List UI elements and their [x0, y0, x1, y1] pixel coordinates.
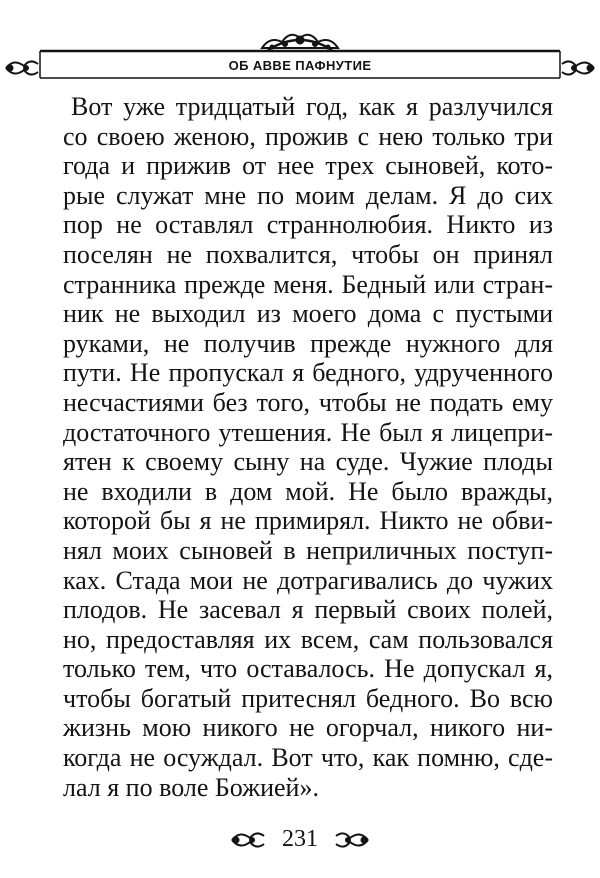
text-line: не входили в дом мой. Не было вражды,: [63, 476, 553, 506]
text-line: Вот уже тридцатый год, как я разлучился: [71, 92, 553, 121]
text-line: ник не выходил из моего дома с пустыми: [63, 299, 553, 329]
body-text: [63, 92, 553, 802]
text-line: рые служат мне по моим делам. Я до сих: [63, 180, 553, 210]
running-title: ОБ АВВЕ ПАФНУТИЕ: [228, 58, 372, 73]
text-line: со своею женою, прожив с нею только три: [63, 121, 553, 151]
text-line: ках. Стада мои не дотрагивались до чужих: [63, 565, 553, 595]
text-line: ятен к своему сыну на суде. Чужие плоды: [63, 447, 553, 477]
text-line: несчастиями без того, чтобы не подать ему: [63, 387, 553, 417]
text-line: чтобы богатый притеснял бедного. Во всю: [63, 683, 553, 713]
text-line: которой бы я не примирял. Никто не обви-: [63, 506, 553, 536]
text-line: только тем, что оставалось. Не допускал я,: [63, 654, 553, 684]
top-center-ornament: [262, 35, 338, 50]
text-line: руками, не получив прежде нужного для: [63, 328, 553, 358]
text-line: но, предоставляя их всем, сам пользовался: [63, 624, 553, 654]
text-line: нял моих сыновей в неприличных поступ-: [63, 535, 553, 565]
text-line: поселян не похвалится, чтобы он принял: [63, 239, 553, 269]
text-line: пор не оставлял страннолюбия. Никто из: [63, 210, 553, 240]
text-line: пути. Не пропускал я бедного, удрученного: [63, 358, 553, 388]
page-number: 231: [282, 826, 318, 852]
page-header: [0, 0, 600, 92]
text-line: когда не осуждал. Вот что, как помню, сде-: [63, 743, 553, 773]
text-line: года и прижив от нее трех сыновей, кото-: [63, 151, 553, 181]
text-line: странника прежде меня. Бедный или стран-: [63, 269, 553, 299]
text-line: жизнь мою никого не огорчал, никого ни-: [63, 713, 553, 743]
text-line: достаточного утешения. Не был я лицепри-: [63, 417, 553, 447]
header-ornament-frame: [0, 0, 600, 92]
text-line: плодов. Не засевал я первый своих полей,: [63, 595, 553, 625]
text-line: лал я по воле Божией».: [63, 772, 319, 802]
